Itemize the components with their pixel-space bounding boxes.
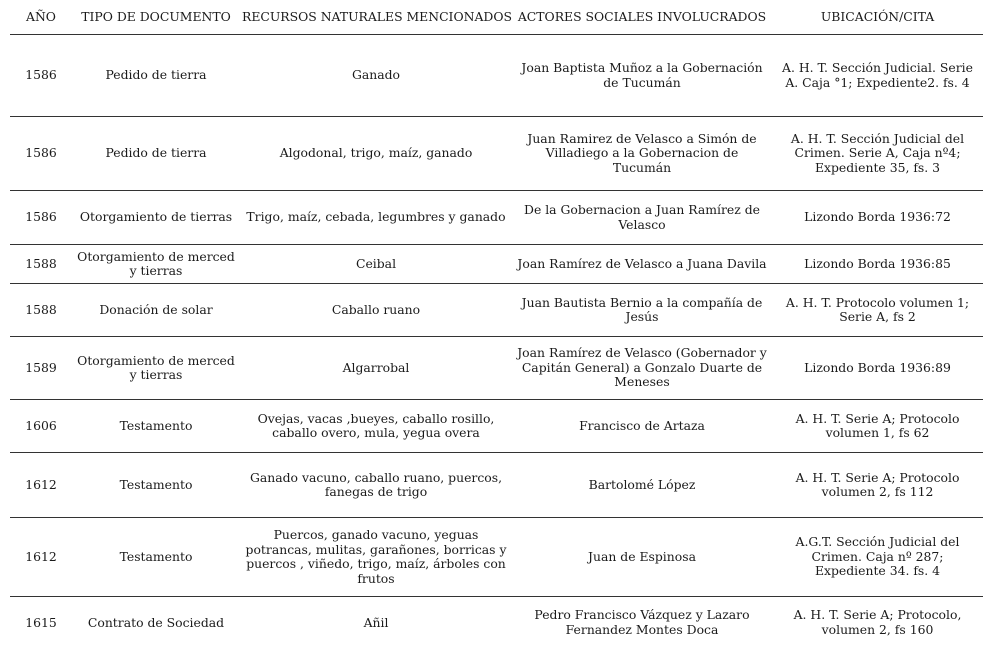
year-cell: 1612 bbox=[10, 453, 72, 518]
resources-cell: Puercos, ganado vacuno, yeguas potrancas, mulitas, garañones, borricas y puercos , viñedo, trigo, maíz, árboles con frutos bbox=[240, 518, 512, 597]
resources-cell: Ganado bbox=[240, 35, 512, 117]
header-doc-type: TIPO DE DOCUMENTO bbox=[72, 0, 240, 35]
documents-table bbox=[10, 0, 983, 649]
year-cell: 1586 bbox=[10, 35, 72, 117]
resources-cell: Trigo, maíz, cebada, legumbres y ganado bbox=[240, 191, 512, 245]
year-cell: 1615 bbox=[25, 614, 57, 630]
doc-type-cell: Otorgamiento de merced y tierras bbox=[72, 337, 240, 400]
table-row bbox=[10, 453, 983, 518]
header-year: AÑO bbox=[10, 0, 72, 35]
header-location: UBICACIÓN/CITA bbox=[772, 0, 983, 35]
resources-cell: Ceibal bbox=[240, 245, 512, 284]
year-cell: 1588 bbox=[10, 245, 72, 284]
table-row bbox=[10, 245, 983, 284]
location-cell: A. H. T. Serie A; Protocolo, volumen 2, fs 160 bbox=[793, 607, 962, 637]
location-cell: A.G.T. Sección Judicial del Crimen. Caja nº 287; Expediente 34. fs. 4 bbox=[772, 518, 983, 597]
actors-cell: Juan Ramirez de Velasco a Simón de Villadiego a la Gobernacion de Tucumán bbox=[512, 117, 772, 191]
location-cell: A. H. T. Serie A; Protocolo volumen 1, fs 62 bbox=[772, 400, 983, 453]
table-row bbox=[10, 284, 983, 337]
location-cell: A. H. T. Serie A; Protocolo volumen 2, fs 112 bbox=[772, 453, 983, 518]
doc-type-cell: Testamento bbox=[72, 400, 240, 453]
table-row bbox=[10, 518, 983, 597]
actors-cell: Bartolomé López bbox=[512, 453, 772, 518]
header-row bbox=[10, 0, 983, 35]
table-row bbox=[10, 400, 983, 453]
location-cell: Lizondo Borda 1936:72 bbox=[772, 191, 983, 245]
table-row bbox=[10, 117, 983, 191]
actors-cell: Joan Ramírez de Velasco (Gobernador y Capitán General) a Gonzalo Duarte de Meneses bbox=[512, 337, 772, 400]
year-cell: 1586 bbox=[10, 191, 72, 245]
table-row bbox=[10, 35, 983, 117]
doc-type-cell: Pedido de tierra bbox=[72, 117, 240, 191]
actors-cell: Joan Ramírez de Velasco a Juana Davila bbox=[512, 245, 772, 284]
location-cell: A. H. T. Sección Judicial del Crimen. Serie A, Caja nº4; Expediente 35, fs. 3 bbox=[772, 117, 983, 191]
resources-cell: Añil bbox=[363, 614, 389, 630]
doc-type-cell: Donación de solar bbox=[72, 284, 240, 337]
year-cell: 1606 bbox=[10, 400, 72, 453]
location-cell: A. H. T. Sección Judicial. Serie A. Caja °1; Expediente2. fs. 4 bbox=[772, 35, 983, 117]
actors-cell: De la Gobernacion a Juan Ramírez de Velasco bbox=[512, 191, 772, 245]
location-cell: Lizondo Borda 1936:89 bbox=[772, 337, 983, 400]
actors-cell: Pedro Francisco Vázquez y Lazaro Fernandez Montes Doca bbox=[534, 607, 750, 637]
location-cell: Lizondo Borda 1936:85 bbox=[772, 245, 983, 284]
header-resources: RECURSOS NATURALES MENCIONADOS bbox=[240, 0, 512, 35]
location-cell: A. H. T. Protocolo volumen 1; Serie A, fs 2 bbox=[772, 284, 983, 337]
year-cell: 1586 bbox=[10, 117, 72, 191]
table-row bbox=[10, 337, 983, 400]
year-cell: 1588 bbox=[10, 284, 72, 337]
year-cell: 1612 bbox=[10, 518, 72, 597]
resources-cell: Algodonal, trigo, maíz, ganado bbox=[240, 117, 512, 191]
actors-cell: Juan Bautista Bernio a la compañía de Jesús bbox=[512, 284, 772, 337]
doc-type-cell: Otorgamiento de tierras bbox=[72, 191, 240, 245]
header-actors: ACTORES SOCIALES INVOLUCRADOS bbox=[512, 0, 772, 35]
actors-cell: Joan Baptista Muñoz a la Gobernación de Tucumán bbox=[512, 35, 772, 117]
doc-type-cell: Contrato de Sociedad bbox=[87, 614, 225, 630]
resources-cell: Algarrobal bbox=[240, 337, 512, 400]
doc-type-cell: Testamento bbox=[72, 518, 240, 597]
doc-type-cell: Testamento bbox=[72, 453, 240, 518]
table-row bbox=[10, 597, 983, 649]
actors-cell: Juan de Espinosa bbox=[512, 518, 772, 597]
resources-cell: Caballo ruano bbox=[240, 284, 512, 337]
resources-cell: Ganado vacuno, caballo ruano, puercos, fanegas de trigo bbox=[240, 453, 512, 518]
table-row bbox=[10, 191, 983, 245]
year-cell: 1589 bbox=[10, 337, 72, 400]
resources-cell: Ovejas, vacas ,bueyes, caballo rosillo, caballo overo, mula, yegua overa bbox=[240, 400, 512, 453]
doc-type-cell: Otorgamiento de merced y tierras bbox=[72, 245, 240, 284]
doc-type-cell: Pedido de tierra bbox=[72, 35, 240, 117]
actors-cell: Francisco de Artaza bbox=[512, 400, 772, 453]
